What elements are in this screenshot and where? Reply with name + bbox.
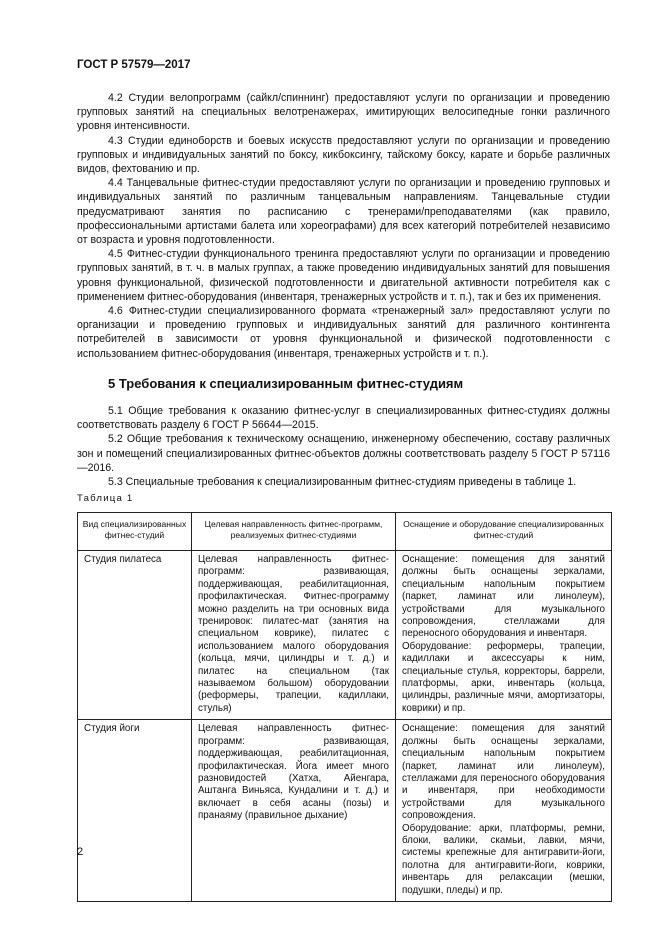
equipment-devices-text: Оборудование: реформеры, трапеции, кадиллаки и аксессуары к ним, специальные стулья, корректоры, баррели, платформы, арки, инвентарь (кольца, цилиндры, различные мячи, амортизаторы, коврики) и пр. <box>402 640 605 714</box>
table-header-row <box>78 513 612 551</box>
paragraph-5-1: 5.1 Общие требования к оказанию фитнес-услуг в специализированных фитнес-студиях должны соответствовать разделу 6 ГОСТ Р 56644—2015. <box>77 405 610 432</box>
section-title: 5 Требования к специализированным фитнес-студиям <box>108 376 464 391</box>
paragraph-5-2: 5.2 Общие требования к техническому оснащению, инженерному обеспечению, составу различных зон и помещений специализированных фитнес-объектов должны соответствовать разделу 5 ГОСТ Р 57116—2016. <box>77 433 610 474</box>
equipment-outfit-text: Оснащение: помещения для занятий должны быть оснащены зеркалами, специальным напольным покрытием (паркет, ламинат или линолеум), устройствами для музыкального сопровождения, стеллажами для переносного оборудования и инвентаря. <box>402 554 605 640</box>
table-caption: Таблица 1 <box>77 493 134 504</box>
paragraph-4-2: 4.2 Студии велопрограмм (сайкл/спиннинг) предоставляют услуги по организации и проведению групповых занятий на специальных велотренажерах, имитирующих велосипедные гонки различного уровня интенсивности. <box>77 92 610 133</box>
paragraph-4-5: 4.5 Фитнес-студии функционального тренинга предоставляют услуги по организации и проведению групповых занятий, в т. ч. в малых группах, а также проведению индивидуальных занятий для повышения уровня функциональной, физической подготовленности и двигательной активности потребителя как с применением фитнес-оборудования (инвентаря, тренажерных устройств и т. п.), так и без их применения. <box>77 248 610 303</box>
table-row <box>78 720 612 902</box>
bottom-paragraphs <box>77 404 610 489</box>
paragraph-4-4: 4.4 Танцевальные фитнес-студии предоставляют услуги по организации и проведению групповых и индивидуальных занятий по различным танцевальным направлениям. Танцевальные студии предусматривают занятия по расписанию с тренерами/преподавателями (как правило, профессиональными артистами балета или хореографами) для всех категорий потребителей независимо от возраста и уровня подготовленности. <box>77 177 610 247</box>
cell-studio-type: Студия пилатеса <box>78 551 192 720</box>
requirements-table <box>77 512 612 902</box>
table-row <box>78 551 612 720</box>
paragraph-4-6: 4.6 Фитнес-студии специализированного формата «тренажерный зал» предоставляют услуги по организации и проведению групповых и индивидуальных занятий для различного контингента потребителей в зависимости от уровня функциональной и физической подготовленности с использованием фитнес-оборудования (инвентаря, тренажерных устройств и т. п.). <box>77 305 610 360</box>
equipment-devices-text: Оборудование: арки, платформы, ремни, блоки, валики, скамьи, лавки, мячи, системы крепежные для антигравити-йоги, полотна для антигравити-йоги, коврики, инвентарь для релаксации (мешки, подушки, пледы) и пр. <box>402 822 605 896</box>
page-number: 2 <box>77 846 84 858</box>
cell-equipment <box>396 720 612 902</box>
document-header: ГОСТ Р 57579—2017 <box>77 59 191 71</box>
cell-equipment <box>396 551 612 720</box>
column-header-type: Вид специализированных фитнес-студий <box>78 513 192 551</box>
cell-studio-type: Студия йоги <box>78 720 192 902</box>
cell-program-focus: Целевая направленность фитнес-программ: развивающая, поддерживающая, реабилитационная, профилактическая. Йога имеет много разновидостей (Хатха, Айенгара, Аштанга Виньяса, Кундалини и т. д.) и включает в себя асаны (позы) и пранаяму (правильное дыхание) <box>192 720 396 902</box>
column-header-focus: Целевая направленность фитнес-программ, реализуемых фитнес-студиями <box>192 513 396 551</box>
paragraph-5-3: 5.3 Специальные требования к специализированным фитнес-студиям приведены в таблице 1. <box>108 476 577 489</box>
column-header-equipment: Оснащение и оборудование специализированных фитнес-студий <box>396 513 612 551</box>
equipment-outfit-text: Оснащение: помещения для занятий должны быть оснащены зеркалами, специальным напольным покрытием (паркет, ламинат или линолеум), стеллажами для переносного оборудования и инвентаря, при необходимости устройствами для музыкального сопровождения. <box>402 723 605 822</box>
paragraph-4-3: 4.3 Студии единоборств и боевых искусств предоставляют услуги по организации и проведению групповых и индивидуальных занятий по боксу, кикбоксингу, тайскому боксу, карате и борьбе различных видов, фехтованию и пр. <box>77 134 610 176</box>
top-paragraphs <box>77 91 610 361</box>
cell-program-focus: Целевая направленность фитнес-программ: развивающая, поддерживающая, реабилитационная, профилактическая. Фитнес-программу можно разделить на три основных вида тренировок: пилатес-мат (занятия на специальном коврике), пилатес с использованием малого оборудования (кольца, мячи, цилиндры и т. д.) и пилатес на специальном (так называемом большом) оборудовании (реформеры, трапеции, кадиллаки, стулья) <box>192 551 396 720</box>
